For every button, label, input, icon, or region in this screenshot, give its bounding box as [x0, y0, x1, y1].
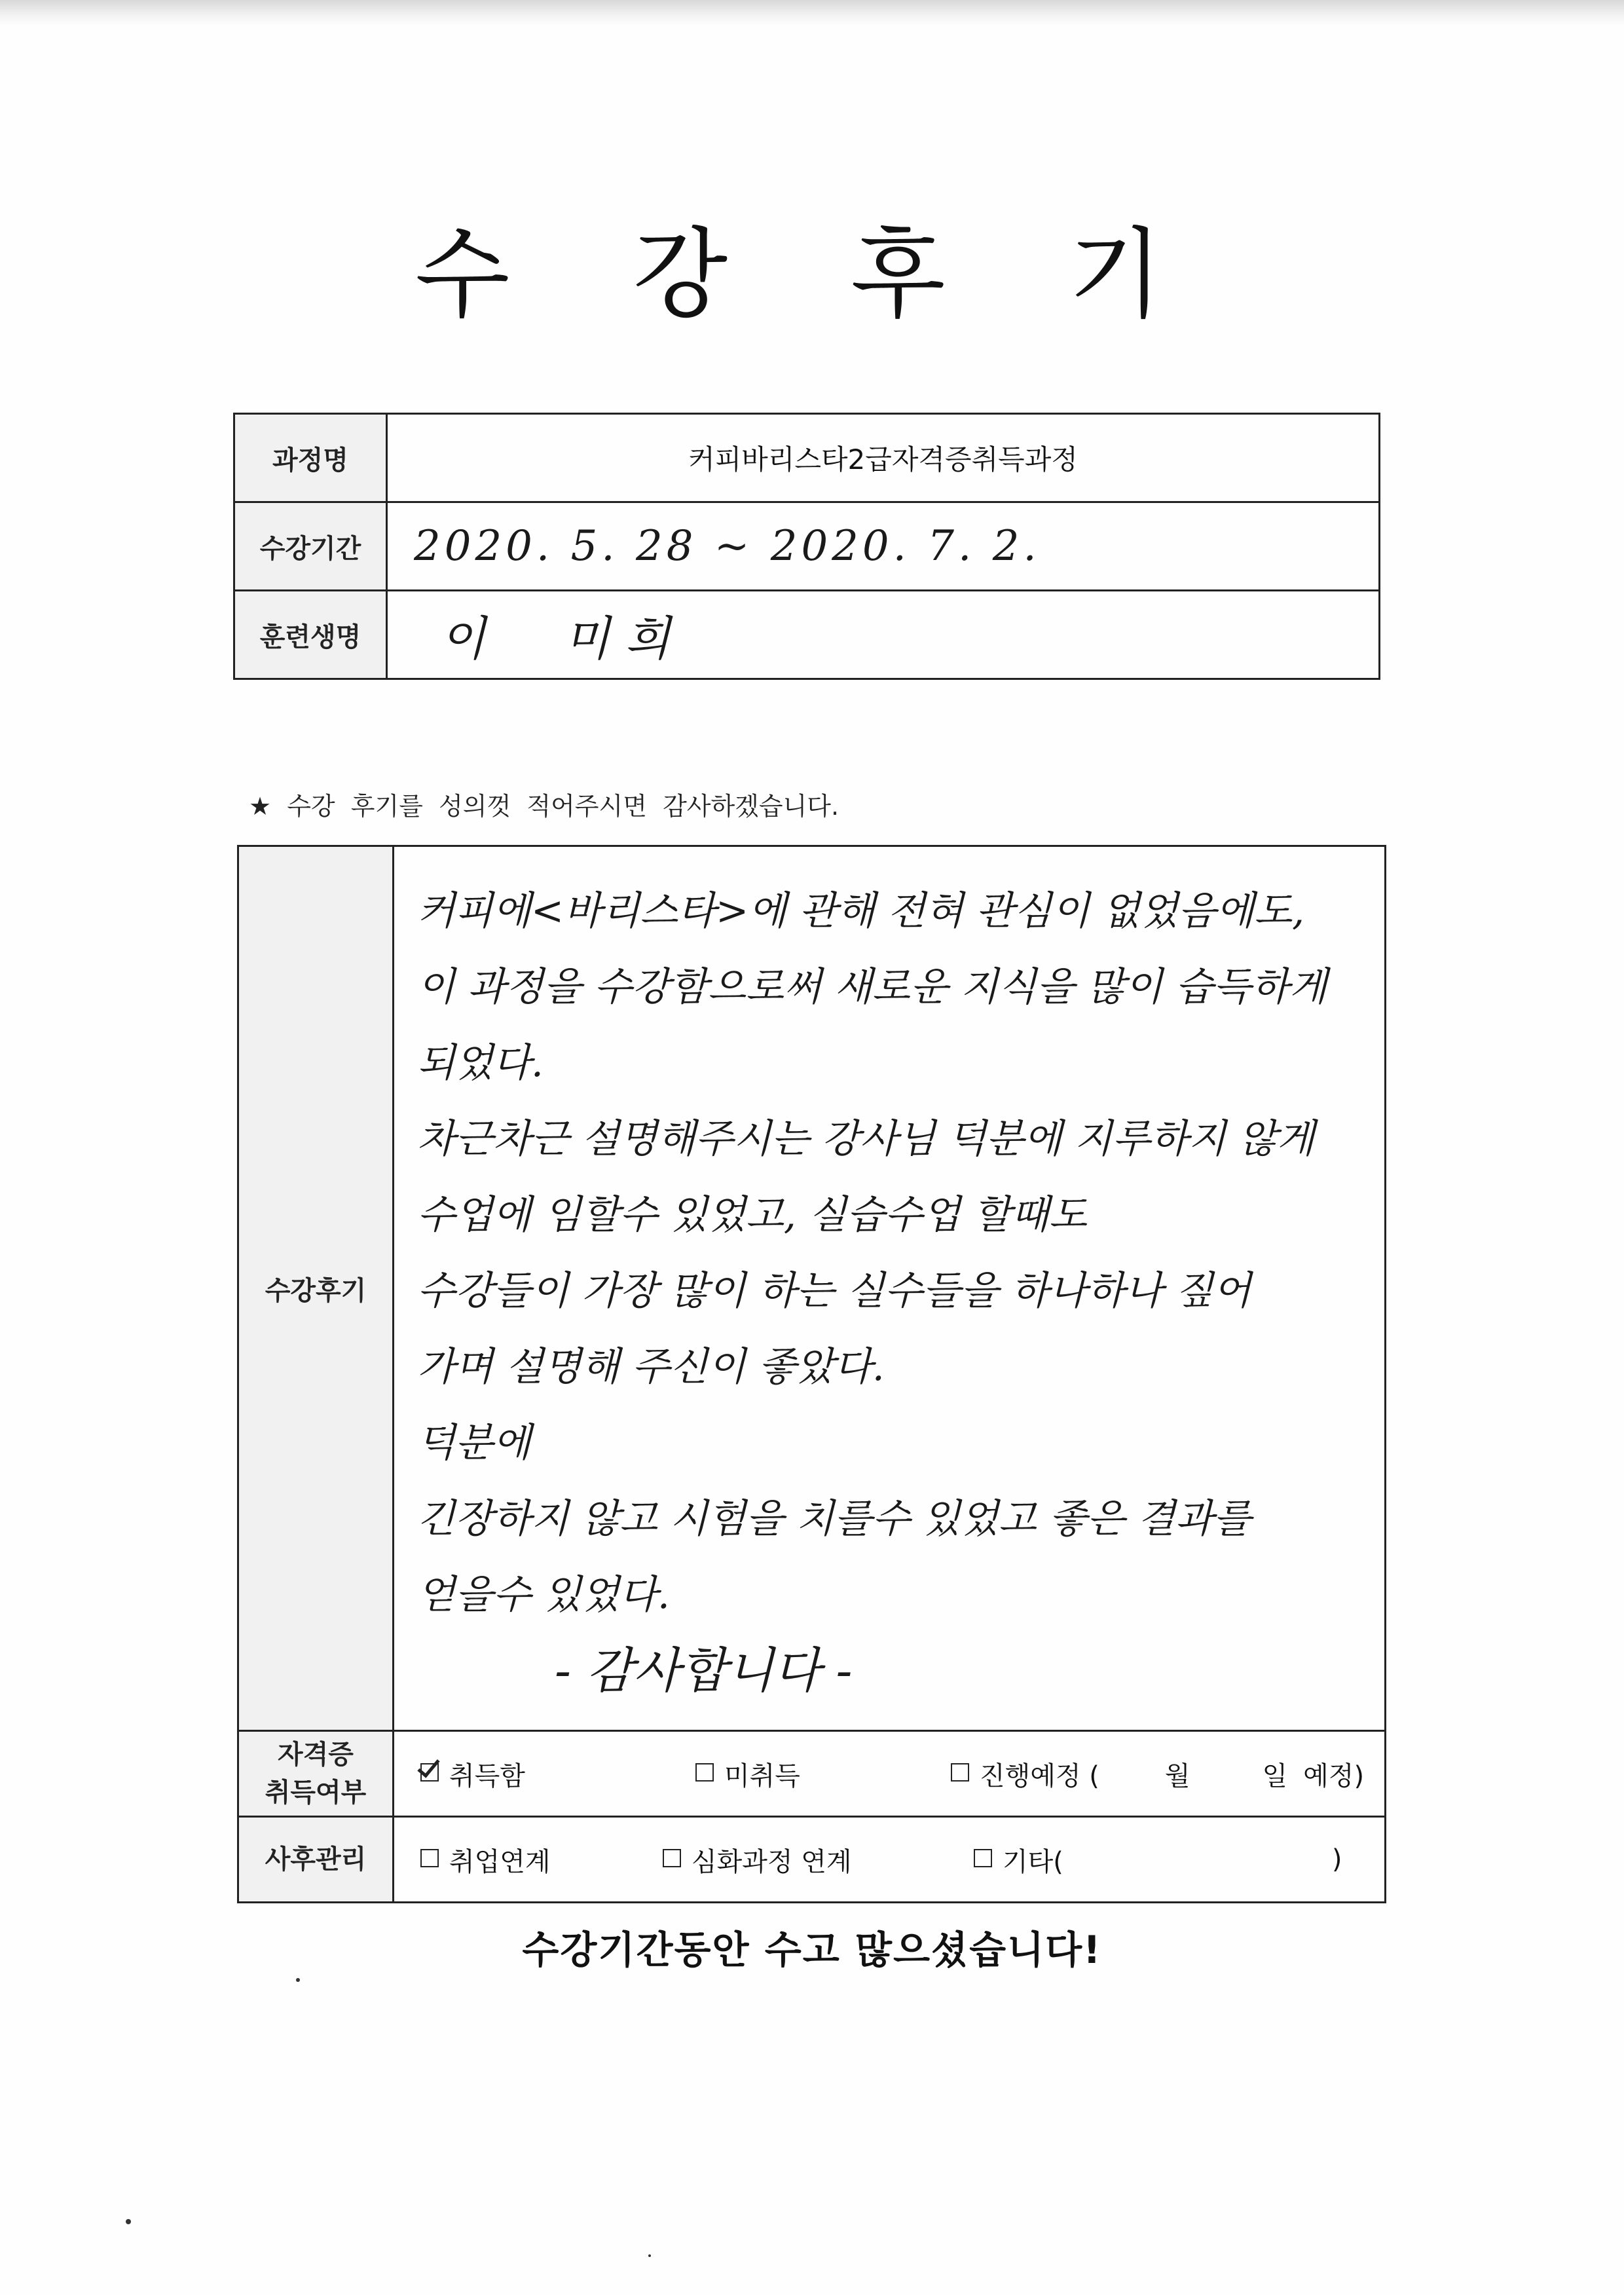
option-planned[interactable] — [951, 1755, 1364, 1793]
scan-speck — [648, 2254, 651, 2257]
review-signoff: - 감사합니다 - — [555, 1643, 853, 1699]
trainee-name-cell — [387, 591, 1380, 679]
checkbox-icon[interactable] — [974, 1849, 992, 1867]
checked-checkbox-icon[interactable] — [420, 1763, 439, 1782]
aftercare-option-group — [394, 1841, 1384, 1878]
certification-option-group — [394, 1755, 1384, 1793]
scan-edge — [0, 0, 1624, 26]
review-line: 차근차근 설명해주시는 강사님 덕분에 지루하지 않게 — [417, 1116, 1315, 1162]
option-not-acquired-label: 미취득 — [724, 1761, 800, 1791]
option-other[interactable] — [974, 1841, 1342, 1878]
planned-day-unit: 일 — [1262, 1761, 1288, 1791]
instruction-note: ★ 수강 후기를 성의껏 적어주시면 감사하겠습니다. — [249, 792, 840, 821]
certification-label — [238, 1731, 394, 1817]
review-line: 긴장하지 않고 시험을 치를수 있었고 좋은 결과를 — [417, 1496, 1251, 1542]
period-row — [234, 502, 1380, 591]
certification-options — [394, 1731, 1386, 1817]
review-label: 수강후기 — [238, 846, 394, 1731]
option-job-link-label: 취업연계 — [449, 1846, 551, 1877]
certification-label-line2: 취득여부 — [265, 1778, 367, 1808]
period-label: 수강기간 — [234, 502, 387, 591]
aftercare-options — [394, 1817, 1386, 1903]
certification-row — [238, 1731, 1386, 1817]
review-table — [237, 845, 1386, 1903]
review-handwritten-text — [394, 846, 1386, 1731]
option-advanced-course-label: 심화과정 연계 — [692, 1846, 852, 1877]
checkbox-icon[interactable] — [695, 1763, 714, 1782]
closing-message: 수강기간동안 수고 많으셨습니다! — [522, 1928, 1102, 1972]
option-planned-label: 진행예정 ( — [980, 1761, 1099, 1791]
planned-suffix: 예정) — [1303, 1761, 1365, 1791]
trainee-label: 훈련생명 — [234, 591, 387, 679]
option-other-label: 기타( — [1003, 1846, 1063, 1877]
trainee-family-name: 이 — [440, 611, 486, 666]
course-value: 커피바리스타2급자격증취득과정 — [387, 414, 1380, 502]
option-advanced-course[interactable] — [663, 1841, 974, 1878]
planned-month-unit: 월 — [1164, 1761, 1190, 1791]
option-acquired[interactable] — [420, 1755, 695, 1793]
scan-speck — [296, 1978, 300, 1982]
trainee-given-name: 미 희 — [564, 611, 671, 666]
review-line: 커피에<바리스타>에 관해 전혀 관심이 없었음에도, — [417, 888, 1305, 934]
checkbox-icon[interactable] — [663, 1849, 681, 1867]
aftercare-label: 사후관리 — [238, 1817, 394, 1903]
review-line: 덕분에 — [417, 1420, 531, 1466]
scan-speck — [126, 2219, 131, 2224]
checkbox-icon[interactable] — [420, 1849, 439, 1867]
review-line: 수업에 임할수 있었고, 실습수업 할때도 — [417, 1192, 1087, 1238]
option-job-link[interactable] — [420, 1841, 663, 1878]
certification-label-line1: 자격증 — [278, 1740, 354, 1770]
review-line: 얻을수 있었다. — [417, 1572, 670, 1618]
page-title: 수 강 후 기 — [415, 218, 1209, 332]
trainee-row — [234, 591, 1380, 679]
option-acquired-label: 취득함 — [449, 1761, 525, 1791]
course-row — [234, 414, 1380, 502]
course-info-table — [233, 413, 1380, 680]
aftercare-row — [238, 1817, 1386, 1903]
course-label: 과정명 — [234, 414, 387, 502]
option-not-acquired[interactable] — [695, 1755, 951, 1793]
review-line: 수강들이 가장 많이 하는 실수들을 하나하나 짚어 — [417, 1268, 1251, 1314]
other-close-paren: ) — [1331, 1844, 1342, 1875]
review-line: 이 과정을 수강함으로써 새로운 지식을 많이 습득하게 — [417, 964, 1327, 1010]
review-line: 되었다. — [417, 1040, 544, 1086]
checkbox-icon[interactable] — [951, 1763, 969, 1782]
period-handwritten-value: 2020. 5. 28 ~ 2020. 7. 2. — [387, 502, 1380, 591]
review-row — [238, 846, 1386, 1731]
review-line: 가며 설명해 주신이 좋았다. — [417, 1344, 885, 1390]
